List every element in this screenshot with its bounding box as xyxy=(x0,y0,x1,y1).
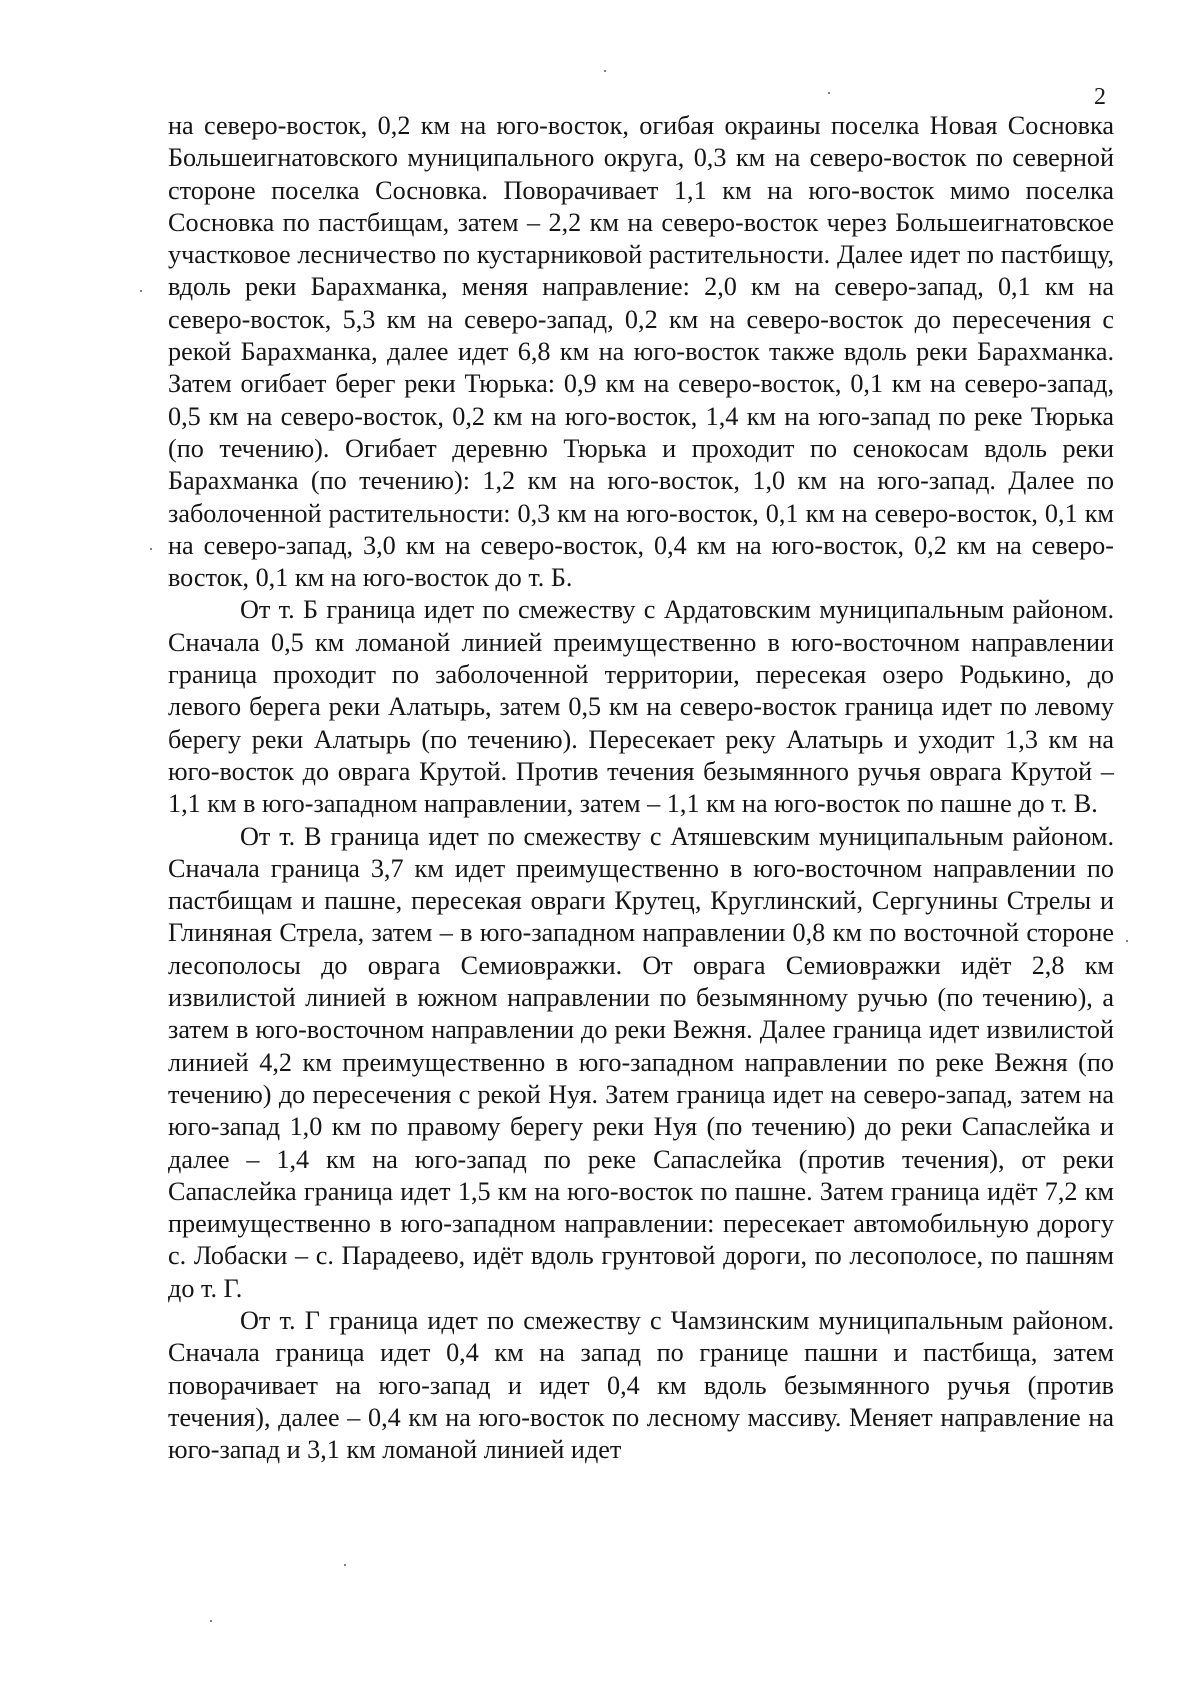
paragraph-2: От т. Б граница идет по смежеству с Ардатовским муниципальным районом. Сначала 0,5 км ломаной линией преимущественно в юго-восточном направлении граница проходит по заболоченной территории, пересекая озеро Родькино, до левого берега реки Алатырь, затем 0,5 км на северо-восток граница идет по левому берегу реки Алатырь (по течению). Пересекает реку Алатырь и уходит 1,3 км на юго-восток до оврага Крутой. Против течения безымянного ручья оврага Крутой – 1,1 км в юго-западном направлении, затем – 1,1 км на юго-восток по пашне до т. В. xyxy=(168,595,1114,819)
paragraph-1: на северо-восток, 0,2 км на юго-восток, огибая окраины поселка Новая Сосновка Большеигнатовского муниципального округа, 0,3 км на северо-восток по северной стороне поселка Сосновка. Поворачивает 1,1 км на юго-восток мимо поселка Сосновка по пастбищам, затем – 2,2 км на северо-восток через Большеигнатовское участковое лесничество по кустарниковой растительности. Далее идет по пастбищу, вдоль реки Барахманка, меняя направление: 2,0 км на северо-запад, 0,1 км на северо-восток, 5,3 км на северо-запад, 0,2 км на северо-восток до пересечения с рекой Барахманка, далее идет 6,8 км на юго-восток также вдоль реки Барахманка. Затем огибает берег реки Тюрька: 0,9 км на северо-восток, 0,1 км на северо-запад, 0,5 км на северо-восток, 0,2 км на юго-восток, 1,4 км на юго-запад по реке Тюрька (по течению). Огибает деревню Тюрька и проходит по сенокосам вдоль реки Барахманка (по течению): 1,2 км на юго-восток, 1,0 км на юго-запад. Далее по заболоченной растительности: 0,3 км на юго-восток, 0,1 км на северо-восток, 0,1 км на северо-запад, 3,0 км на северо-восток, 0,4 км на юго-восток, 0,2 км на северо-восток, 0,1 км на юго-восток до т. Б. xyxy=(168,111,1114,593)
scan-speck xyxy=(604,70,606,72)
paragraph-3: От т. В граница идет по смежеству с Атяшевским муниципальным районом. Сначала граница 3,7 км идет преимущественно в юго-восточном направлении по пастбищам и пашне, пересекая овраги Крутец, Круглинский, Сергунины Стрелы и Глиняная Стрела, затем – в юго-западном направлении 0,8 км по восточной стороне лесополосы до оврага Семиовражки. От оврага Семиовражки идёт 2,8 км извилистой линией в южном направлении по безымянному ручью (по течению), а затем в юго-восточном направлении до реки Вежня. Далее граница идет извилистой линией 4,2 км преимущественно в юго-западном направлении по реке Вежня (по течению) до пересечения с рекой Нуя. Затем граница идет на северо-запад, затем на юго-запад 1,0 км по правому берегу реки Нуя (по течению) до реки Сапаслейка и далее – 1,4 км на юго-запад по реке Сапаслейка (против течения), от реки Сапаслейка граница идет 1,5 км на юго-восток по пашне. Затем граница идёт 7,2 км преимущественно в юго-западном направлении: пересекает автомобильную дорогу с. Лобаски – с. Парадеево, идёт вдоль грунтовой дороги, по лесополосе, по пашням до т. Г. xyxy=(168,821,1114,1303)
scan-speck xyxy=(828,92,830,94)
scan-speck xyxy=(210,1620,212,1622)
scan-speck xyxy=(140,290,142,292)
scan-speck xyxy=(344,1564,346,1566)
scan-speck xyxy=(1126,940,1128,942)
scan-speck xyxy=(150,548,152,550)
page-number: 2 xyxy=(1094,84,1106,110)
paragraph-4: От т. Г граница идет по смежеству с Чамзинским муниципальным районом. Сначала граница идет 0,4 км на запад по границе пашни и пастбища, затем поворачивает на юго-запад и идет 0,4 км вдоль безымянного ручья (против течения), далее – 0,4 км на юго-восток по лесному массиву. Меняет направление на юго-запад и 3,1 км ломаной линией идет xyxy=(168,1305,1114,1465)
document-body xyxy=(168,110,1114,1466)
